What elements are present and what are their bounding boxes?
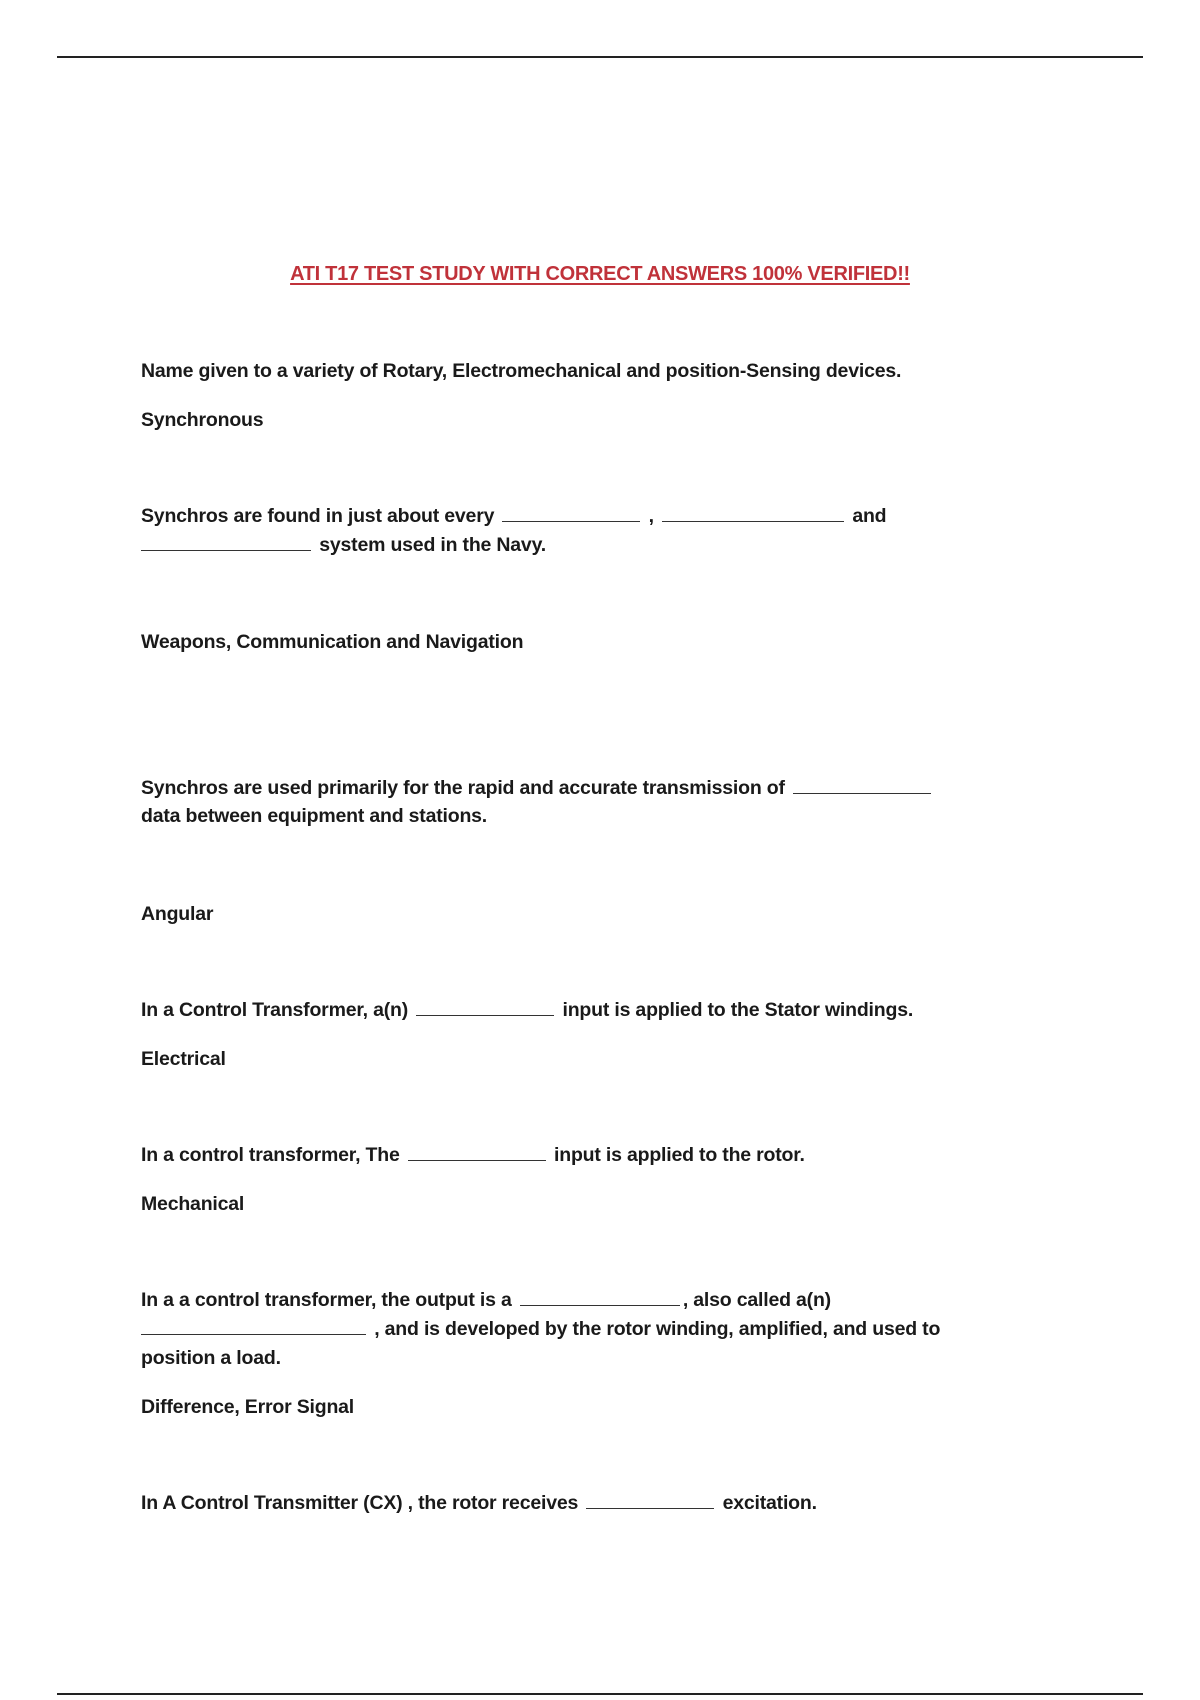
answer-3 [141,900,1041,929]
question-6-part-4: position a load. [141,1347,281,1369]
fill-in-blank [586,1507,714,1509]
document-title: ATI T17 TEST STUDY WITH CORRECT ANSWERS 100% VERIFIED!! [290,263,910,285]
answer-2 [141,628,1041,657]
question-2-part-1: Synchros are found in just about every [141,505,495,527]
question-5-part-2: input is applied to the rotor. [554,1144,805,1166]
question-4-part-2: input is applied to the Stator windings. [562,999,914,1021]
question-3-part-1: Synchros are used primarily for the rapid and accurate transmission of [141,777,785,799]
question-6-part-2: , also called a(n) [682,1289,831,1311]
question-2 [141,502,1041,531]
question-6 [141,1286,1041,1315]
answer-5 [141,1190,1041,1219]
question-7-part-1: In A Control Transmitter (CX) , the rotor receives [141,1492,579,1514]
answer-4 [141,1045,1041,1074]
answer-1-text: Synchronous [141,409,264,431]
question-6-part-1: In a a control transformer, the output is a [141,1289,512,1311]
question-6-part-3: , and is developed by the rotor winding, amplified, and used to [374,1318,941,1340]
question-4-part-1: In a Control Transformer, a(n) [141,999,409,1021]
question-1 [141,357,1041,386]
answer-4-text: Electrical [141,1048,226,1070]
answer-1 [141,406,1041,435]
fill-in-blank [408,1159,546,1161]
question-4 [141,996,1041,1025]
fill-in-blank [416,1014,554,1016]
question-7 [141,1489,1041,1518]
fill-in-blank [141,549,311,551]
answer-2-text: Weapons, Communication and Navigation [141,631,524,653]
question-1-text: Name given to a variety of Rotary, Electromechanical and position-Sensing devices. [141,360,902,382]
answer-6 [141,1393,1041,1422]
fill-in-blank [502,520,640,522]
question-3-part-2: data between equipment and stations. [141,805,488,827]
footer-rule [57,1693,1143,1695]
fill-in-blank [662,520,844,522]
answer-6-text: Difference, Error Signal [141,1396,355,1418]
fill-in-blank [793,792,931,794]
question-2-line-2 [141,531,1041,560]
answer-3-text: Angular [141,903,214,925]
question-7-part-2: excitation. [722,1492,817,1514]
question-2-part-3: and [852,505,887,527]
question-3 [141,774,1041,803]
question-2-part-4: system used in the Navy. [319,534,546,556]
question-5-part-1: In a control transformer, The [141,1144,400,1166]
question-2-part-2: , [648,505,654,527]
fill-in-blank [520,1304,680,1306]
fill-in-blank [141,1333,366,1335]
question-6-line-2 [141,1315,1041,1344]
header-rule [57,56,1143,58]
answer-5-text: Mechanical [141,1193,245,1215]
question-3-line-2 [141,802,1041,831]
question-6-line-3 [141,1344,1041,1373]
question-5 [141,1141,1041,1170]
